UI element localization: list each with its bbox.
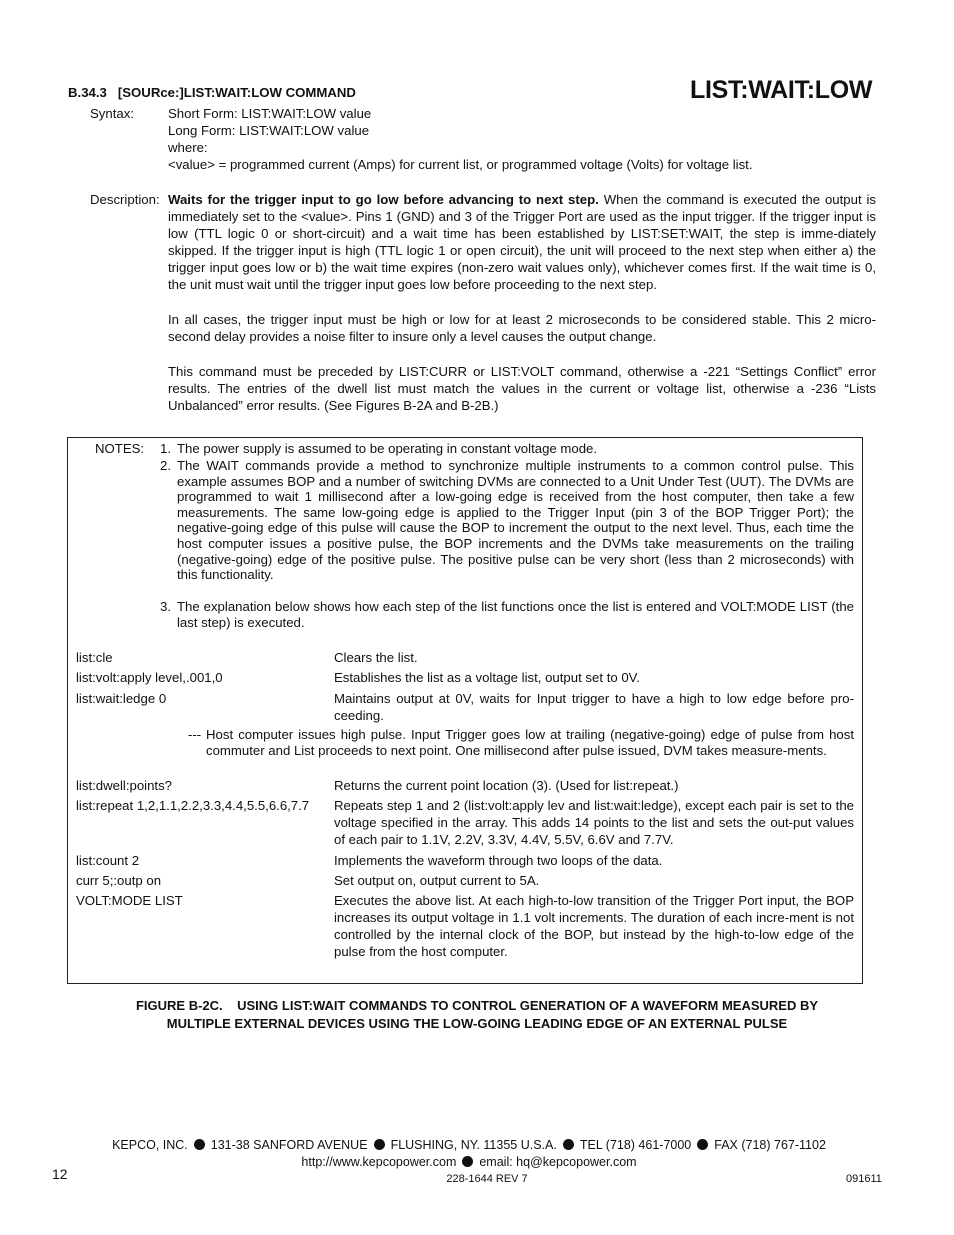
footer-city: FLUSHING, NY. 11355 U.S.A. — [390, 1138, 557, 1152]
footer-fax: FAX (718) 767-1102 — [714, 1138, 826, 1152]
note-text: The WAIT commands provide a method to synchronize multiple instruments to a common control pulse. This example assumes BOP and a number of switching DVMs are connected to a Unit Under Test (UUT). The DVMs are programmed to wait 1 millisecond after a low-going edge is received from the host computer, then take a few measurements. The same low-going edge is applied to the Trigger Input (pin 3 of the BOP Trigger Port); the negative-going edge of this pulse will cause the BOP to increment the output to the next level. Thus, each time the host computer issues a positive pulse, the BOP increments and the DVMs take measurements on the trailing (negative-going) edge of the positive pulse. The positive pulse can be very short (less than 2 microseconds) with this functionality. — [177, 458, 854, 583]
footer-street: 131-38 SANFORD AVENUE — [210, 1138, 368, 1152]
page-number: 12 — [52, 1166, 68, 1182]
page-title: LIST:WAIT:LOW — [690, 76, 873, 104]
table-command: list:volt:apply level,.001,0 — [76, 670, 223, 685]
figure-caption-line-1: FIGURE B-2C. USING LIST:WAIT COMMANDS TO CONTROL GENERATION OF A WAVEFORM MEASURED BY — [135, 998, 819, 1013]
description-paragraph-1 — [168, 191, 876, 293]
note-number: 1. — [160, 441, 171, 456]
description-paragraph-2: In all cases, the trigger input must be high or low for at least 2 microseconds to be considered stable. This 2 micro-second delay provides a noise filter to insure only a level causes the output change. — [168, 312, 876, 344]
footer-company: KEPCO, INC. — [112, 1138, 188, 1152]
syntax-block — [168, 105, 878, 173]
note-number: 2. — [160, 458, 171, 473]
table-command: list:cle — [76, 650, 113, 665]
bullet-icon — [194, 1139, 205, 1150]
figure-caption-line-2: MULTIPLE EXTERNAL DEVICES USING THE LOW-GOING LEADING EDGE OF AN EXTERNAL PULSE — [166, 1016, 788, 1031]
footer-website-link[interactable]: http://www.kepcopower.com — [301, 1155, 457, 1169]
table-command: list:dwell:points? — [76, 778, 173, 793]
host-note-text: Host computer issues high pulse. Input Trigger goes low at trailing (negative-going) edge of pulse from host commuter and List proceeds to next point. One millisecond after pulse issued, DVM takes measure-ments. — [206, 727, 854, 758]
description-body: When the command is executed the output is immediately set to the <value>. Pins 1 (GND) and 3 of the Trigger Port are used as the input trigger. If the trigger input is low (TTL logic 0 or short-circuit) and a wait time has been established by LIST:SET:WAIT, the step is imme-diately skipped. If the trigger input is high (TTL logic 1 or open circuit), the unit will proceed to the next step when either a) the trigger input goes low or b) the wait time expires (non-zero wait values only), whichever comes first. If the wait time is 0, the unit must wait until the trigger input goes low before proceeding to the next step. — [168, 192, 877, 292]
table-description: Repeats step 1 and 2 (list:volt:apply lev and list:wait:ledge), except each pair is set to the voltage specified in the array. This adds 14 points to the list and sets the out-put values of each pair to 1.1V, 2.2V, 3.3V, 4.4V, 5.5V, 6.6V and 7.7V. — [334, 798, 854, 847]
bullet-icon — [697, 1139, 708, 1150]
syntax-label: Syntax: — [90, 106, 134, 121]
table-command: list:wait:ledge 0 — [76, 691, 167, 706]
table-description: Maintains output at 0V, waits for Input trigger to have a high to low edge before pro-ceeding. — [334, 691, 854, 723]
syntax-short-form: Short Form: LIST:WAIT:LOW value — [168, 106, 372, 121]
table-description: Set output on, output current to 5A. — [334, 873, 540, 888]
note-text: The power supply is assumed to be operating in constant voltage mode. — [177, 441, 598, 456]
date-code: 091611 — [846, 1173, 882, 1185]
bullet-icon — [462, 1156, 473, 1167]
table-description: Implements the waveform through two loops of the data. — [334, 853, 663, 868]
table-description: Clears the list. — [334, 650, 418, 665]
figure-caption — [40, 997, 914, 1033]
section-number: B.34.3 — [68, 85, 107, 100]
section-heading — [68, 84, 356, 101]
bullet-icon — [374, 1139, 385, 1150]
note-text: The explanation below shows how each step of the list functions once the list is entered and VOLT:MODE LIST (the last step) is executed. — [177, 599, 854, 630]
notes-label: NOTES: — [95, 441, 145, 456]
table-command: curr 5;:outp on — [76, 873, 162, 888]
footer-tel: TEL (718) 461-7000 — [579, 1138, 692, 1152]
description-lead: Waits for the trigger input to go low before advancing to next step. — [168, 192, 599, 207]
doc-number: 228-1644 REV 7 — [446, 1173, 528, 1185]
table-description: Establishes the list as a voltage list, output set to 0V. — [334, 670, 640, 685]
description-paragraph-3: This command must be preceded by LIST:CURR or LIST:VOLT command, otherwise a -221 “Settings Conflict” error results. The entries of the dwell list must match the values in the current or voltage list, otherwise a -236 “Lists Unbalanced” error results. (See Figures B-2A and B-2B.) — [168, 364, 876, 413]
table-description: Executes the above list. At each high-to-low transition of the Trigger Port input, the BOP increases its output voltage in 1.1 volt increments. The duration of each incre-ment is not controlled by the internal clock of the BOP, but instead by the high-to-low edge of the pulse from the host computer. — [334, 893, 854, 959]
table-command: VOLT:MODE LIST — [76, 893, 183, 908]
syntax-long-form: Long Form: LIST:WAIT:LOW value — [168, 123, 370, 138]
footer-address-line — [0, 1137, 938, 1154]
host-note — [188, 727, 854, 758]
syntax-where: where: — [168, 140, 208, 155]
note-item-2 — [160, 458, 854, 583]
table-command: list:count 2 — [76, 853, 140, 868]
syntax-value-definition: <value> = programmed current (Amps) for current list, or programmed voltage (Volts) for voltage list. — [168, 157, 753, 172]
footer-email-link[interactable]: email: hq@kepcopower.com — [479, 1155, 637, 1169]
note-number: 3. — [160, 599, 171, 614]
footer-web-line — [0, 1154, 938, 1171]
section-title: [SOURce:]LIST:WAIT:LOW COMMAND — [117, 85, 356, 100]
note-item-3 — [160, 599, 854, 630]
description-label: Description: — [90, 192, 160, 207]
bullet-icon — [563, 1139, 574, 1150]
table-description: Returns the current point location (3). (Used for list:repeat.) — [334, 778, 679, 793]
note-item-1 — [160, 441, 854, 457]
host-note-dashes: --- — [188, 727, 202, 742]
table-command: list:repeat 1,2,1.1,2.2,3.3,4.4,5.5,6.6,7.7 — [76, 798, 310, 813]
